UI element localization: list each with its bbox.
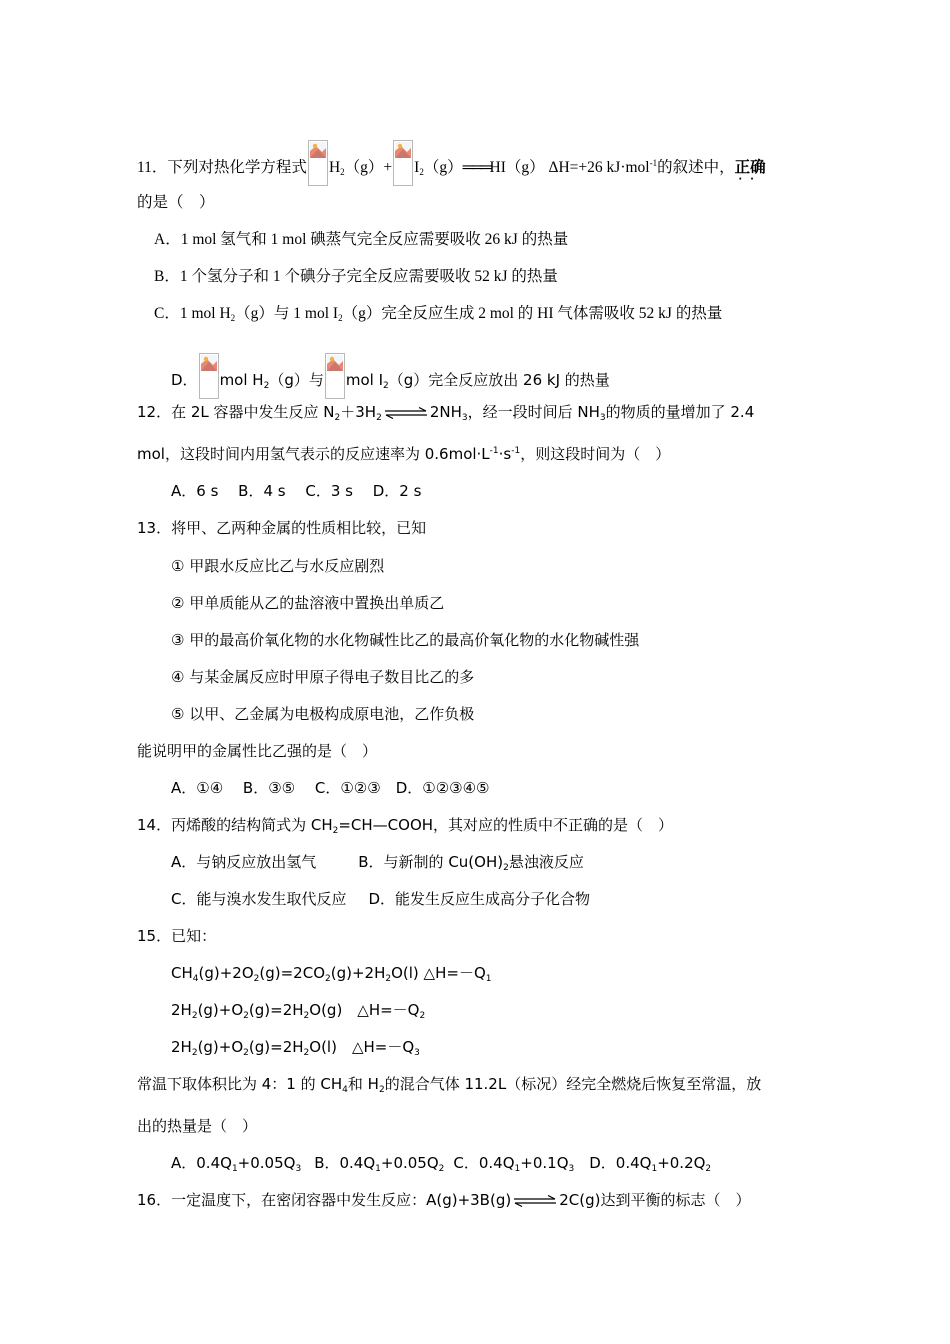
q14-option-d: D．能发生反应生成高分子化合物 bbox=[368, 890, 591, 908]
equilibrium-arrow-icon bbox=[513, 1195, 557, 1207]
q15-equation-2: $2H_2(g)+O_2(g)=2H_2O(g)$ $\triangle H=-Q_2$ bbox=[171, 1001, 426, 1021]
q13-item-5: ⑤ 以甲、乙金属为电极构成原电池，乙作负极 bbox=[171, 705, 475, 723]
image-placeholder-icon bbox=[308, 140, 328, 186]
q15-equation-1: $CH_4(g)+2O_2(g)=2CO_2(g)+2H_2O(l)$ $\triangle H=-Q_1$ bbox=[171, 964, 492, 984]
q13-item-4: ④ 与某金属反应时甲原子得电子数目比乙的多 bbox=[171, 668, 475, 686]
q11-option-d: D． mol $H_2(g)$与 mol $I_2(g)$完全反应放出 26 kJ 的热量 bbox=[171, 353, 610, 399]
q12-stem-line1: 12．在 2L 容器中发生反应 $N_2+3H_2$ $2NH_3$，经一段时间后 $NH_3$的物质的量增加了 2.4 bbox=[137, 403, 755, 423]
q13-ask: 能说明甲的金属性比乙强的是（ ） bbox=[137, 742, 378, 760]
q11-option-a: A．1 mol 氢气和 1 mol 碘蒸气完全反应需要吸收 26 kJ 的热量 bbox=[154, 231, 569, 248]
q14-options-ab bbox=[171, 852, 584, 872]
emphasis-text: 正确 ·· bbox=[734, 158, 766, 185]
q15-option-d: D．$0.4Q_1+0.2Q_2$ bbox=[589, 1154, 712, 1174]
q15-options bbox=[171, 1153, 711, 1173]
q11-stem-line1: 11．下列对热化学方程式 $H_2(g)+$ $I_2(g)═══HI(g)$ ΔH=+26 kJ·mol$^{-1}$的叙述中，正确 ·· bbox=[137, 140, 766, 186]
image-placeholder-icon bbox=[199, 353, 219, 399]
q15-option-c: C．$0.4Q_1+0.1Q_3$ bbox=[453, 1154, 575, 1174]
q14-options-cd bbox=[171, 889, 590, 909]
q13-item-3: ③ 甲的最高价氧化物的水化物碱性比乙的最高价氧化物的水化物碱性强 bbox=[171, 631, 640, 649]
q13-item-1: ① 甲跟水反应比乙与水反应剧烈 bbox=[171, 557, 385, 575]
q13-stem: 13．将甲、乙两种金属的性质相比较，已知 bbox=[137, 519, 427, 537]
image-placeholder-icon bbox=[393, 140, 413, 186]
q11-stem-line2: 的是（ ） bbox=[137, 194, 215, 211]
q12-options: A．6 s B．4 s C．3 s D．2 s bbox=[171, 482, 422, 500]
q16-stem: 16．一定温度下，在密闭容器中发生反应：A(g)+3B(g) 2C(g)达到平衡的标志（ ） bbox=[137, 1191, 751, 1209]
q15-stem: 15．已知： bbox=[137, 927, 217, 945]
q15-option-a: A．$0.4Q_1+0.05Q_3$ bbox=[171, 1154, 302, 1174]
equilibrium-arrow-icon bbox=[384, 407, 428, 419]
q14-stem: 14．丙烯酸的结构简式为 $CH_2=CH—COOH$，其对应的性质中不正确的是（ ） bbox=[137, 816, 674, 836]
q13-options: A．①④ B．③⑤ C．①②③ D．①②③④⑤ bbox=[171, 779, 490, 797]
q15-option-b: B．$0.4Q_1+0.05Q_2$ bbox=[314, 1154, 445, 1174]
q15-question-line1: 常温下取体积比为 4：1 的 $CH_4$和 $H_2$的混合气体 11.2L（标况）经完全燃烧后恢复至常温，放 bbox=[137, 1075, 762, 1095]
q15-equation-3: $2H_2(g)+O_2(g)=2H_2O(l)$ $\triangle H=-Q_3$ bbox=[171, 1038, 420, 1058]
image-placeholder-icon bbox=[325, 353, 345, 399]
q14-option-a: A．与钠反应放出氢气 bbox=[171, 853, 317, 871]
q14-option-c: C．能与溴水发生取代反应 bbox=[171, 890, 347, 908]
q11-option-c: C．1 mol $H_2(g)$与 1 mol $I_2(g)$完全反应生成 2 mol 的 HI 气体需吸收 52 kJ 的热量 bbox=[154, 305, 723, 323]
q12-stem-line2: mol，这段时间内用氢气表示的反应速率为 $0.6mol\cdot L^{-1}\cdot s^{-1}$，则这段时间为（ ） bbox=[137, 445, 671, 463]
q13-item-2: ② 甲单质能从乙的盐溶液中置换出单质乙 bbox=[171, 594, 445, 612]
q11-lead-text: 11．下列对热化学方程式 bbox=[137, 159, 307, 176]
q15-question-line2: 出的热量是（ ） bbox=[137, 1117, 258, 1135]
q14-option-b: B．与新制的 $Cu(OH)_2$悬浊液反应 bbox=[358, 853, 584, 873]
equals-arrow: ═══ bbox=[462, 159, 490, 176]
q11-option-b: B．1 个氢分子和 1 个碘分子完全反应需要吸收 52 kJ 的热量 bbox=[154, 268, 558, 285]
